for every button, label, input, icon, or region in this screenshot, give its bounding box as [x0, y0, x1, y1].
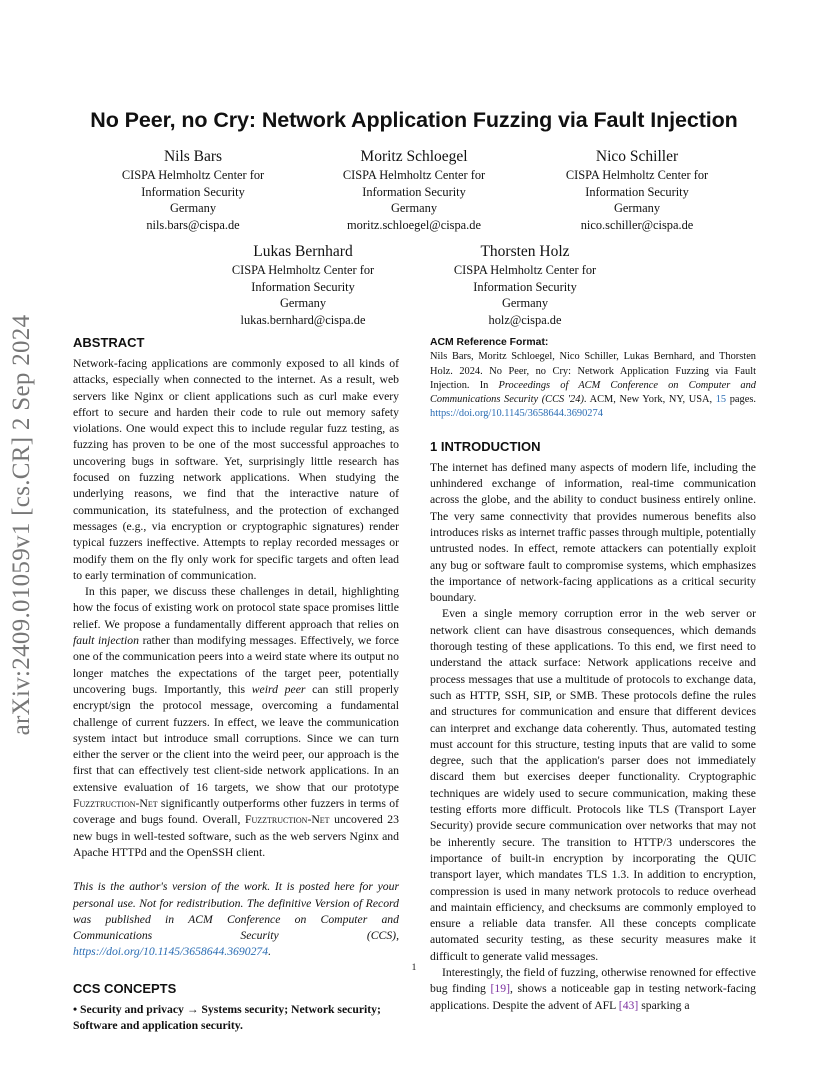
author-affiliation: Information Security — [362, 184, 466, 199]
author-affiliation: CISPA Helmholtz Center for — [453, 263, 597, 277]
author-affiliation: Information Security — [585, 184, 689, 199]
author-email[interactable]: moritz.schloegel@cispa.de — [347, 217, 481, 232]
author-affiliation: Information Security — [473, 279, 577, 294]
author-name: Moritz Schloegel — [360, 148, 468, 165]
ccs-concepts-text: • Security and privacy → Systems security; Network security; Software and application security. — [73, 1002, 381, 1032]
author-email[interactable]: holz@cispa.de — [488, 312, 562, 327]
acm-reference-heading: ACM Reference Format: — [430, 337, 549, 348]
page-count-link[interactable]: 15 — [715, 394, 727, 406]
abstract-heading: ABSTRACT — [73, 335, 145, 350]
note-doi-link[interactable]: https://doi.org/10.1145/3658644.3690274 — [73, 945, 269, 959]
citation-link[interactable]: [19] — [490, 982, 510, 996]
author-block — [425, 242, 625, 328]
author-affiliation: Information Security — [141, 184, 245, 199]
ccs-heading: CCS CONCEPTS — [73, 980, 177, 996]
author-affiliation: CISPA Helmholtz Center for — [342, 168, 486, 182]
author-affiliation: Information Security — [251, 279, 355, 294]
author-country: Germany — [501, 296, 549, 310]
author-name: Nico Schiller — [595, 148, 679, 165]
intro-paragraph: Interestingly, the field of fuzzing, otherwise renowned for effective bug finding [19], shows a noticeable gap in testing network-facing applications. Despite the advent of AFL [43] sparking a — [430, 965, 756, 1012]
author-country: Germany — [390, 201, 438, 215]
author-affiliation: CISPA Helmholtz Center for — [565, 168, 709, 182]
author-name: Nils Bars — [163, 148, 223, 165]
author-block — [203, 242, 403, 328]
author-block — [314, 147, 514, 233]
author-name: Thorsten Holz — [480, 243, 570, 260]
introduction-heading: 1 INTRODUCTION — [430, 438, 541, 454]
author-email[interactable]: nils.bars@cispa.de — [146, 217, 240, 232]
author-country: Germany — [279, 296, 327, 310]
left-column — [73, 334, 399, 1034]
author-country: Germany — [169, 201, 217, 215]
paper-title: No Peer, no Cry: Network Application Fuzzing via Fault Injection — [90, 108, 738, 132]
author-country: Germany — [613, 201, 661, 215]
page-number: 1 — [411, 963, 417, 973]
tool-name: Fuzztruction-Net — [244, 813, 330, 827]
acm-venue: Proceedings of ACM Conference on Computer and Communications Security (CCS '24) — [430, 379, 756, 406]
arxiv-identifier: arXiv:2409.01059v1 [cs.CR] 2 Sep 2024 — [8, 314, 35, 736]
citation-link[interactable]: [43] — [618, 998, 639, 1012]
author-email[interactable]: nico.schiller@cispa.de — [580, 217, 694, 232]
author-name: Lukas Bernhard — [253, 243, 353, 260]
author-affiliation: CISPA Helmholtz Center for — [231, 263, 375, 277]
right-column — [430, 336, 756, 1014]
acm-reference-text: Nils Bars, Moritz Schloegel, Nico Schiller, Lukas Bernhard, and Thorsten Holz. 2024. No Peer, no Cry: Network Application Fuzzing via Fault Injection. In Proceedings of ACM Conference on Computer and Communications Security (CCS '24). ACM, New York, NY, USA, 15 pages. https://doi.org/10.1145/3658644.3690274 — [430, 351, 756, 420]
abstract-paragraph: In this paper, we discuss these challenges in detail, highlighting how the focus of existing work on protocol state space promises little relief. We propose a fundamentally different approach that relies on fault injection rather than modifying messages. Effectively, we force one of the communication peers into a weird state where its output no longer matches the expectations of the target peer, potentially uncovering bugs. Importantly, this weird peer can still properly encrypt/sign the protocol message, overcoming a fundamental challenge of current fuzzers. In effect, we leave the communication system intact but introduce small corruptions. Since we can turn either the server or the client into the weird peer, our approach is the first that can effectively test client-side network applications. In an extensive evaluation of 16 targets, we show that our prototype Fuzztruction-Net significantly outperforms other fuzzers in terms of coverage and bugs found. Overall, Fuzztruction-Net uncovered 23 new bugs in well-tested software, such as the web servers Nginx and Apache HTTPd and the OpenSSH client. — [73, 585, 399, 859]
abstract-paragraph: Network-facing applications are commonly exposed to all kinds of attacks, especially when connected to the internet. As a result, web servers like Nginx or client applications such as curl make every effort to secure and harden their code to rule out memory safety violations. One would expect this to include regular fuzz testing, as fuzzing has proven to be one of the most successful approaches to uncovering bugs in software. Yet, surprisingly little research has focused on fuzzing network applications. When studying the underlying reasons, we find that the interactive nature of communication, its statefulness, and the protection of exchanged messages (e.g., via encryption or cryptographic signatures) render typical fuzzers ineffective. Attempts to replay recorded messages or modify them on the fly only work for specific targets and often lead to early termination of communication. — [73, 357, 399, 582]
arxiv-sidebar-stamp — [2, 295, 42, 755]
author-block — [537, 147, 737, 233]
author-version-note: This is the author's version of the work. It is posted here for your personal use. Not for redistribution. The definitive Version of Record was published in ACM Conference on Computer and Communications Security (CCS), https://doi.org/10.1145/3658644.3690274. — [73, 880, 399, 959]
author-email[interactable]: lukas.bernhard@cispa.de — [240, 312, 366, 327]
acm-doi-link[interactable]: https://doi.org/10.1145/3658644.3690274 — [430, 408, 603, 420]
emphasis-weird-peer: weird peer — [251, 682, 306, 696]
intro-paragraph: The internet has defined many aspects of modern life, including the unhindered exchange of information, real-time communication across the globe, and the ability to conduct business entirely online. The very same connectivity that provides numerous benefits also introduces risks as internet traffic passes through multiple, potentially untrusted nodes. In effect, remote attackers can potentially exploit any bug or software fault to compromise systems, which emphasizes the importance of network-facing applications as a critical security boundary. — [430, 460, 756, 605]
author-block — [93, 147, 293, 233]
emphasis-fault-injection: fault injection — [73, 634, 139, 648]
intro-paragraph: Even a single memory corruption error in the web server or network client can have disastrous consequences, which demands thorough testing of these applications. To this end, we first need to understand the attack surface: Network applications receive and process messages that use a multitude of protocols to exchange data, such as HTTP, SSH, SIP, or SMB. These protocols define the rules and structures for communication and ensure that different devices can interpret and exchange data coherently. Thus, automated testing must account for this structure, testing inputs that are valid to some degree, such that the application's parser does not immediately discard them but exercises deeper functionality. Cryptographic techniques are widely used to secure communication, making these testing efforts more difficult. Protocols like TLS (Transport Layer Security) provide secure communication over networks that may not be inherently secure. The transition to HTTP/3 underscores the importance of built-in encryption by incorporating the QUIC transport layer, which mandates TLS 1.3. In addition to encryption, compression is used in many network protocols to reduce overhead and maintain efficiency, and checksums are commonly employed to ensure a reliable data transfer. All these concepts complicate automated security testing, as these security measures make it difficult to generate valid messages. — [430, 607, 756, 963]
tool-name: Fuzztruction-Net — [73, 797, 158, 811]
author-affiliation: CISPA Helmholtz Center for — [121, 168, 265, 182]
